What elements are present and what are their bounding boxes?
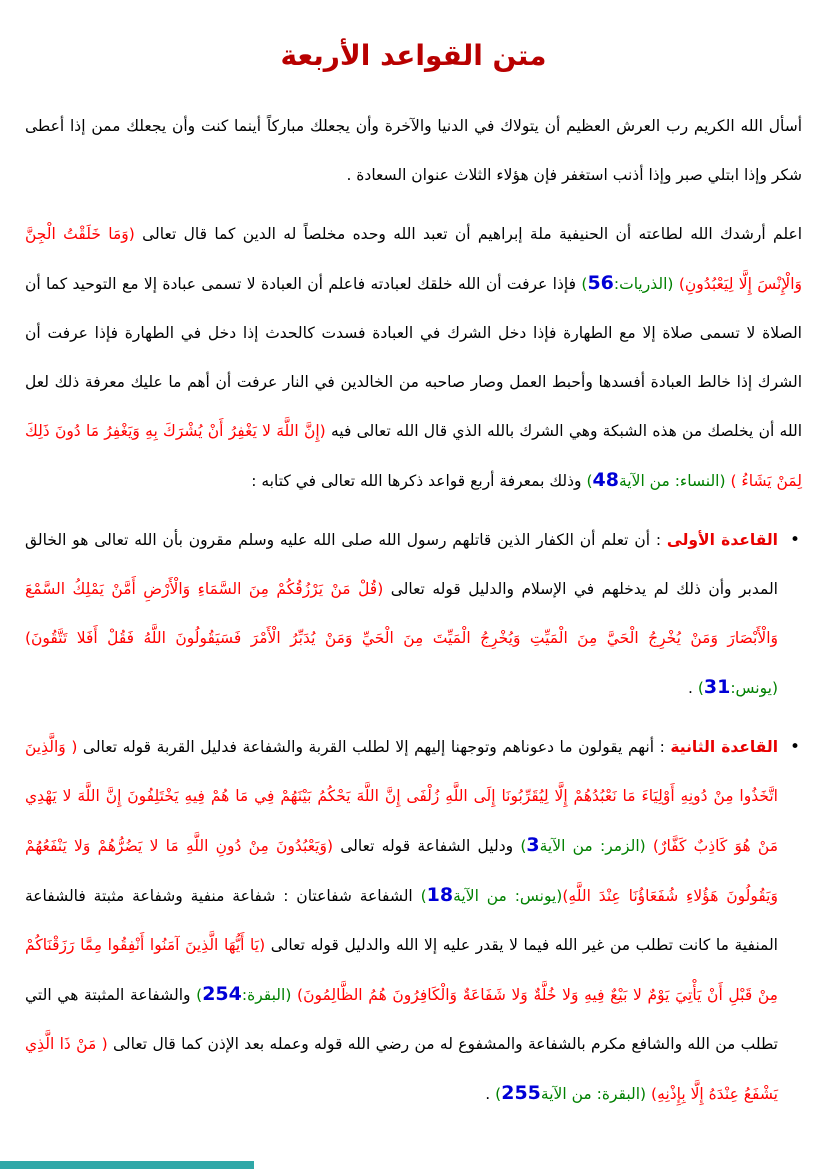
text-segment-ref: )	[697, 679, 704, 697]
bullet-icon: •	[789, 737, 800, 757]
text-segment-ref: (الزمر: من الآية	[539, 837, 653, 855]
text-segment-ref: )	[520, 837, 527, 855]
text-segment-num: 48	[592, 469, 619, 491]
text-segment-label: القاعدة الأولى	[666, 531, 778, 549]
text-segment-body: وذلك بمعرفة أربع قواعد ذكرها الله تعالى في كتابه :	[251, 472, 587, 490]
text-segment-ref: )	[420, 887, 427, 905]
text-segment-body: : أنهم يقولون ما دعوناهم وتوجهنا إليهم إلا لطلب القربة والشفاعة فدليل القربة قوله تعالى	[77, 738, 671, 756]
text-segment-quran: (إِنَّ اللَّهَ لا يَغْفِرُ أَنْ يُشْرَكَ بِهِ وَيَغْفِرُ مَا دُونَ ذَلِكَ لِمَنْ يَشَاءُ )	[25, 422, 802, 490]
paragraph-intro-hanifiyyah	[25, 210, 802, 506]
text-segment-quran: (وَيَعْبُدُونَ مِنْ دُونِ اللَّهِ مَا لا يَضُرُّهُمْ وَلا يَنْفَعُهُمْ وَيَقُولُونَ هَؤُلاءِ شُفَعَاؤُنَا عِنْدَ اللَّهِ)	[25, 837, 778, 905]
text-segment-body: : أن تعلم أن الكفار الذين قاتلهم رسول الله صلى الله عليه وسلم مقرون بأن الله تعالى هو الخالق المدبر وأن ذلك لم يدخلهم في الإسلام والدليل قوله تعالى	[25, 531, 778, 598]
text-segment-body: اعلم أرشدك الله لطاعته أن الحنيفية ملة إبراهيم أن تعبد الله وحده مخلصاً له الدين كما قال تعالى	[134, 225, 802, 243]
text-segment-quran: (وَمَا خَلَقْتُ الْجِنَّ وَالْإِنْسَ إِلَّا لِيَعْبُدُونِ)	[25, 225, 802, 293]
text-segment-num: 3	[526, 834, 540, 856]
text-segment-ref: )	[196, 986, 203, 1004]
text-segment-ref: (البقرة: من الآية	[540, 1085, 652, 1103]
text-segment-ref: (الذريات:	[613, 275, 679, 293]
text-segment-num: 31	[703, 676, 731, 698]
text-segment-num: 18	[426, 884, 454, 906]
text-segment-body: .	[485, 1085, 496, 1103]
text-segment-body: الشفاعة شفاعتان : شفاعة منفية وشفاعة مثبتة فالشفاعة المنفية ما كانت تطلب من غير الله فيما لا يقدر عليه إلا الله والدليل قوله تعالى	[25, 887, 778, 954]
text-segment-ref: )	[495, 1085, 502, 1103]
list-item-first-principle	[25, 516, 802, 713]
text-segment-ref: (النساء: من الآية	[618, 472, 731, 490]
text-segment-body: أسأل الله الكريم رب العرش العظيم أن يتولاك في الدنيا والآخرة وأن يجعلك مباركاً أينما كنت وأن يجعلك ممن إذا أعطى شكر وإذا ابتلي صبر وإذا أذنب استغفر فإن هؤلاء الثلاث عنوان السعادة .	[25, 117, 802, 184]
text-segment-num: 56	[587, 272, 614, 294]
paragraph-intro-dua	[25, 102, 802, 200]
text-segment-body: فإذا عرفت أن الله خلقك لعبادته فاعلم أن العبادة لا تسمى عبادة إلا مع التوحيد كما أن الصلاة لا تسمى صلاة إلا مع الطهارة فإذا دخل الشرك في العبادة فسدت كالحدث إذا دخل في الطهارة فإذا عرفت أن الشرك إذا خالط العبادة أفسدها وأحبط العمل وصار صاحبه من الخالدين في النار عرفت أن أهم ما عليك معرفة ذلك لعل الله أن يخلصك من هذه الشبكة وهي الشرك بالله الذي قال الله تعالى فيه	[25, 275, 802, 440]
page-title: متن القواعد الأربعة	[280, 39, 547, 72]
text-segment-ref: (البقرة:	[241, 986, 298, 1004]
text-segment-body: .	[687, 679, 698, 697]
list-item-second-principle	[25, 723, 802, 1119]
text-segment-quran: (يَا أَيُّهَا الَّذِينَ آمَنُوا أَنْفِقُوا مِمَّا رَزَقْنَاكُمْ مِنْ قَبْلِ أَنْ يَأْتِيَ يَوْمٌ لا بَيْعٌ فِيهِ وَلا خُلَّةٌ وَلا شَفَاعَةٌ وَالْكَافِرُونَ هُمُ الظَّالِمُونَ)	[25, 936, 778, 1004]
text-segment-quran: ( وَالَّذِينَ اتَّخَذُوا مِنْ دُونِهِ أَوْلِيَاءَ مَا نَعْبُدُهُمْ إِلَّا لِيُقَرِّبُونَا إِلَى اللَّهِ زُلْفَى إِنَّ اللَّهَ يَحْكُمُ بَيْنَهُمْ فِي مَا هُمْ فِيهِ يَخْتَلِفُونَ إِنَّ اللَّهَ لا يَهْدِي مَنْ هُوَ كَاذِبٌ كَفَّارٌ)	[25, 738, 778, 855]
first-principle-text	[25, 531, 778, 697]
text-segment-num: 255	[501, 1082, 541, 1104]
text-segment-label: القاعدة الثانية	[670, 738, 779, 756]
text-segment-ref: (يونس: من الآية	[453, 887, 563, 905]
footer-bar	[0, 1161, 254, 1169]
text-segment-quran: (قُلْ مَنْ يَرْزُقُكُمْ مِنَ السَّمَاءِ وَالْأَرْضِ أَمَّنْ يَمْلِكُ السَّمْعَ وَالْأَبْصَارَ وَمَنْ يُخْرِجُ الْحَيَّ مِنَ الْمَيِّتِ وَيُخْرِجُ الْمَيِّتَ مِنَ الْحَيِّ وَمَنْ يُدَبِّرُ الْأَمْرَ فَسَيَقُولُونَ اللَّهُ فَقُلْ أَفَلا تَتَّقُونَ)	[25, 580, 778, 647]
text-segment-ref: (يونس:	[730, 679, 778, 697]
bullet-icon: •	[789, 530, 800, 550]
second-principle-text	[25, 738, 778, 1103]
text-segment-body: ودليل الشفاعة قوله تعالى	[333, 837, 521, 855]
text-segment-quran: ( مَنْ ذَا الَّذِي يَشْفَعُ عِنْدَهُ إِلَّا بِإِذْنِهِ)	[25, 1035, 778, 1103]
text-segment-body: والشفاعة المثبتة هي التي تطلب من الله والشافع مكرم بالشفاعة والمشفوع له من رضي الله قوله وعمله بعد الإذن كما قال تعالى	[25, 986, 778, 1053]
text-segment-ref: )	[586, 472, 593, 490]
text-segment-ref: )	[581, 275, 588, 293]
text-segment-num: 254	[202, 983, 242, 1005]
